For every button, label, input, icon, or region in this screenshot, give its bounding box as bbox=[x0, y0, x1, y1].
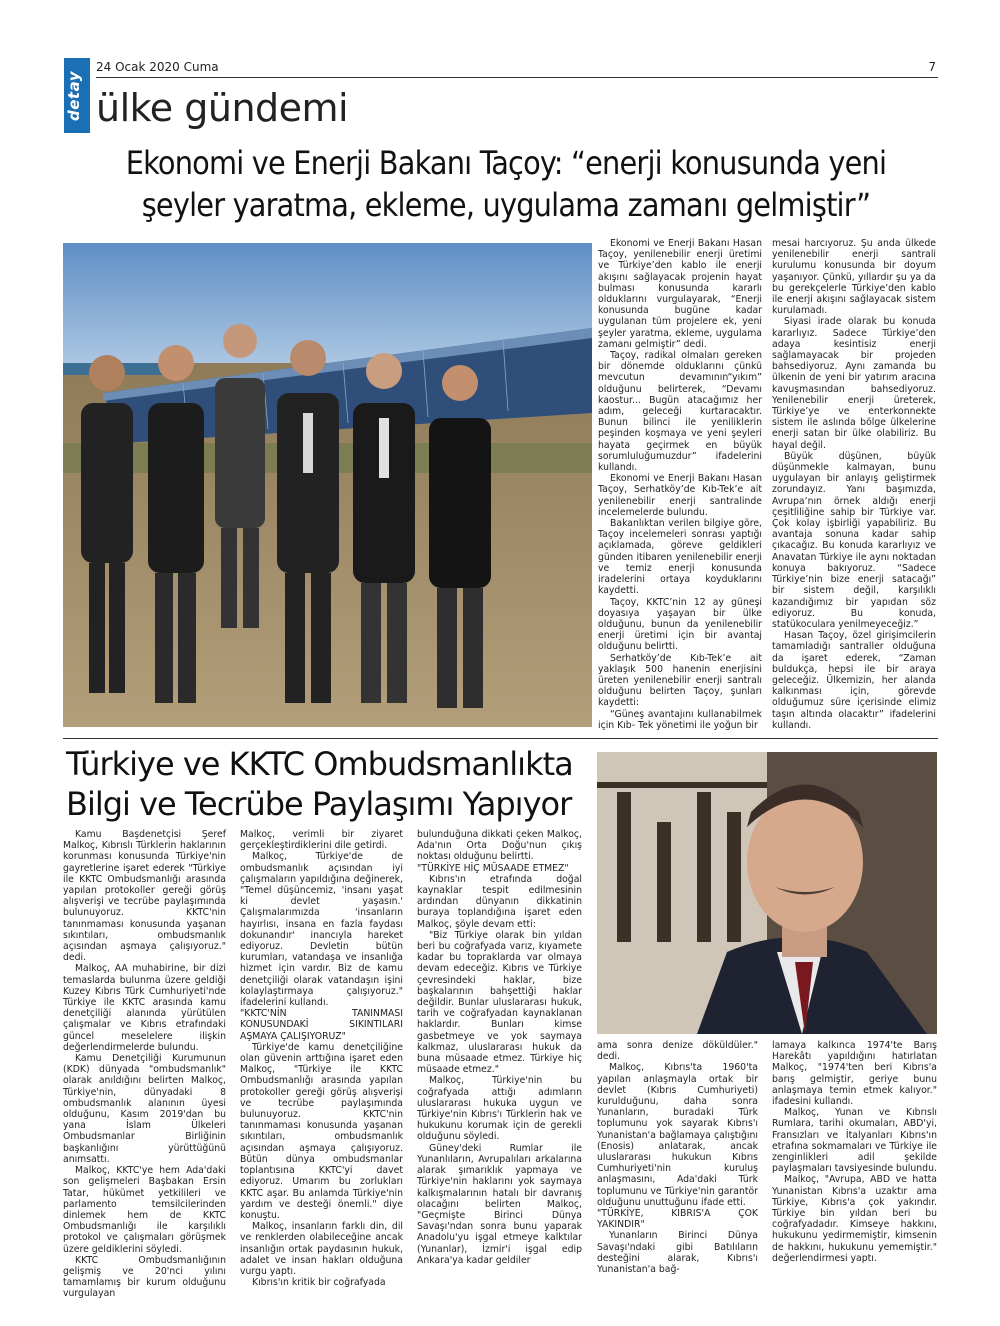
article1-headline-line1: Ekonomi ve Enerji Bakanı Taçoy: “enerji konusunda yeni bbox=[125, 144, 887, 182]
paragraph: Kıbrıs'ın kritik bir coğrafyada bbox=[252, 1277, 386, 1289]
article-divider bbox=[63, 738, 938, 739]
header-divider bbox=[96, 77, 938, 78]
subheading: "TÜRKİYE, KIBRIS'A ÇOK YAKINDIR" bbox=[597, 1208, 758, 1231]
paragraph: Taçoy, KKTC’nin 12 ay güneşi doyasıya yaşayan bir ülke olduğunu, bunun da yenilenebilir enerji üretimi için bir avantaj olduğunu belirtti. bbox=[598, 596, 762, 653]
article1-headline-line2: şeyler yaratma, ekleme, uygulama zamanı gelmiştir” bbox=[141, 186, 871, 224]
portrait-illustration bbox=[597, 752, 937, 1034]
paragraph: Kamu Denetçiliği Kurumunun (KDK) dünyada "ombudsmanlık" olarak anıldığını belirten Malkoç, Türkiye'nin, dünyadaki 8 ombudsmanlık alanının üyesi olduğunu, Kasım 2019'dan bu yana İslam Ülkeleri Ombudsmanlar Birliğinin başkanlığını yürüttüğünü anımsattı. bbox=[63, 1053, 226, 1165]
paragraph: Malkoç, KKTC'ye hem Ada'daki son gelişmeleri Başbakan Ersin Tatar, hükümet yetkilileri ve parlamento temsilcilerinden dinlemek hem de KKTC Ombudsmanlığı ile karşılıklı protokol ve çalışmaları görüşmek üzere geldiklerini söyledi. bbox=[63, 1165, 226, 1255]
malkoc-portrait-photo bbox=[597, 752, 937, 1034]
article2-headline bbox=[66, 744, 596, 824]
subheading: "KKTC'NİN TANINMASI KONUSUNDAKİ SIKINTILARI AŞMAYA ÇALIŞIYORUZ" bbox=[240, 1008, 403, 1042]
paragraph: Malkoç, Yunan ve Kıbrıslı Rumlara, tarihi okumaları, ABD'yi, Fransızları ve İtalyanları Kıbrıs'ın etrafına sokmamaları ve Türkiye ile zenginlikleri adil şekilde paylaşmaları tavsiyesinde bulundu. bbox=[772, 1107, 937, 1175]
paragraph: Yunanların Birinci Dünya Savaşı'ndaki gibi Batılıların desteğini alarak, Kıbrıs'ı Yunanistan'a bağ- bbox=[597, 1230, 758, 1276]
paragraph: Kamu Başdenetçisi Şeref Malkoç, Kıbrıslı Türklerin haklarının korunması konusunda Türkiye'nin gayretlerine işaret ederek "Türkiye ile KKTC Ombudsmanlığı arasında yapılan protokoller gereği görüş alışverişi ve tecrübe paylaşımında bulunuyoruz. KKTC'nin tanınmaması konusunda yaşanan sıkıntıları, ombudsmanlık açısından aşmaya çalışıyoruz." dedi. bbox=[63, 829, 226, 964]
paragraph: Taçoy, radikal olmaları gereken bir dönemde olduklarını çünkü mevcutun devamının“yıkım” olduğunu belirterek, “Devamı kaostur... Bugün atacağımız her adım, geleceği kurtaracaktır. Bunun bilinci ile yeniliklerin peşinden koşmaya ve yeni şeyleri hayata geçirmek en büyük sorumluluğumuzdur” ifadelerini kullandı. bbox=[598, 350, 762, 474]
paragraph: Malkoç, verimli bir ziyaret gerçekleştirdiklerini dile getirdi. bbox=[240, 829, 403, 852]
paragraph: Ekonomi ve Enerji Bakanı Hasan Taçoy, Serhatköy’de Kıb-Tek’e ait yenilenebilir enerji santralinde incelemelerde bulundu. bbox=[598, 473, 762, 518]
paragraph: “Güneş avantajını kullanabilmek için Kıb- Tek yönetimi ile yoğun bir bbox=[598, 708, 762, 731]
paragraph: mesai harcıyoruz. Şu anda ülkede yenilenebilir enerji santrali kurulumu konusunda bir doyum yaşanıyor. Çünkü, yıllardır şu ya da bu gerekçelerle Türkiye’den kablo ile enerji akışını sağlayacak sistem kurulamadı. bbox=[772, 238, 936, 317]
article2-headline-line1: Türkiye ve KKTC Ombudsmanlıkta bbox=[66, 745, 573, 783]
article2-column-5 bbox=[772, 1040, 937, 1264]
article2-column-4 bbox=[597, 1040, 758, 1276]
solar-plant-group-photo bbox=[63, 243, 592, 727]
subheading: "TÜRKİYE HİÇ MÜSAADE ETMEZ" bbox=[417, 862, 569, 874]
article1-headline bbox=[66, 142, 946, 226]
paragraph: Malkoç, "Avrupa, ABD ve hatta Yunanistan Kıbrıs'a uzaktır ama Türkiye, Kıbrıs'a çok yakındır. Türkiye bin yıldan beri bu coğrafyadadır. Kimseye hakkını, hukukunu yedirmemiştir, kimsenin de hakkını, hukukunu yememiştir." değerlendirmesi yaptı. bbox=[772, 1174, 937, 1264]
paragraph: lamaya kalkınca 1974'te Barış Harekâtı yapıldığını hatırlatan Malkoç, "1974'ten beri Kıbrıs'a barış gelmiştir, geriye bunu anlaşmaya temin etmek kalıyor." ifadesini kullandı. bbox=[772, 1040, 937, 1108]
paragraph: Hasan Taçoy, özel girişimcilerin tamamladığı santraller olduğuna da işaret ederek, “Zaman buldukça, hepsi ile bir araya geleceğiz. Ülkemizin, her alanda kalkınması için, görevde olduğumuz süre içerisinde elimiz taşın altında olacaktır” ifadelerini kullandı. bbox=[772, 630, 936, 731]
article2-headline-line2: Bilgi ve Tecrübe Paylaşımı Yapıyor bbox=[66, 785, 572, 823]
article2-column-2 bbox=[240, 829, 403, 1289]
paragraph: Ekonomi ve Enerji Bakanı Hasan Taçoy, yenilenebilir enerji üretimi ve Türkiye’den kablo ile enerji akışını sağlayacak projenin hayat bulması konusunda kararlı olduklarını vurgulayarak, “Enerji konusunda bugüne kadar uygulanan tüm projelere ek, yeni şeyler yaratma, ekleme, uygulama zamanı gelmiştir” dedi. bbox=[598, 238, 762, 350]
paragraph: Serhatköy’de Kıb-Tek’e ait yaklaşık 500 hanenin enerjisini üreten yenilenebilir enerji santralı olduğunu belirten Taçoy, şunları kaydetti: bbox=[598, 652, 762, 709]
paragraph: Malkoç, insanların farklı din, dil ve renklerden olabileceğine ancak insanlığın ortak paydasının hukuk, adalet ve insan hakları olduğuna vurgu yaptı. bbox=[240, 1221, 403, 1277]
paragraph: Türkiye'de kamu denetçiliğine olan güvenin arttığına işaret eden Malkoç, "Türkiye ile KKTC Ombudsmanlığı arasında yapılan protokoller gereği görüş alışverişi ve tecrübe paylaşımında bulunuyoruz. KKTC'nin tanınmaması konusunda yaşanan sıkıntıları, ombudsmanlık açısından aşmaya çalışıyoruz. Bütün dünya ombudsmanlar toplantısına KKTC'yi davet ediyoruz. Umarım bu zorlukları KKTC aşar. Bu anlamda Türkiye'nin yardım ve desteği önemli." diye konuştu. bbox=[240, 1041, 403, 1221]
paragraph: "Biz Türkiye olarak bin yıldan beri bu coğrafyada varız, kıyamete kadar bu topraklarda var olmaya devam edeceğiz. Kıbrıs ve Türkiye çevresindeki haklar, bize başkalarının bahşettiği haklar değildir. Bunlar uluslararası hukuk, tarih ve coğrafyadan kaynaklanan haklardır. Bunları kimse gasbetmeye ve yok saymaya kalkmaz, uluslararası hukuk da buna müsaade etmez. Türkiye hiç müsaade etmez." bbox=[417, 929, 582, 1076]
page-number: 7 bbox=[928, 60, 936, 74]
paragraph: Malkoç, Türkiye'nin bu coğrafyada attığı adımların uluslararası hukuka uygun ve Türkiye'nin Kıbrıs'ı Türklerin hak ve hukukunu korumak için de gerekli olduğunu söyledi. bbox=[417, 1075, 582, 1143]
paragraph: Malkoç, Türkiye'de de ombudsmanlık açısından iyi çalışmaların yapıldığına değinerek, "Temel düşüncemiz, 'insanı yaşat ki devlet yaşasın.' Çalışmalarımızda 'insanların hayırlısı, insana en fazla faydası dokunandır' inancıyla hareket ediyoruz. Devletin bütün kurumları, vatandaşa ve insanlığa hizmet için vardır. Biz de kamu denetçiliği olarak vatandaşın işini kolaylaştırmaya çalışıyoruz." ifadelerini kullandı. bbox=[240, 851, 403, 1009]
paragraph: Malkoç, Kıbrıs'ta 1960'ta yapılan anlaşmayla ortak bir devlet (Kıbrıs Cumhuriyeti) kurulduğunu, daha sonra Yunanların, buradaki Türk toplumunu yok sayarak Kıbrıs'ı Yunanistan'a bağlamaya çalıştığını (Enosis) anlatarak, ancak uluslararası hukukun Kıbrıs Cumhuriyeti'nin kuruluş anlaşmasını, Ada'daki Türk toplumunu ve Türkiye'nin garantör olduğunu unuttuğunu ifade etti. bbox=[597, 1062, 758, 1208]
solar-plant-photo-illustration bbox=[63, 243, 592, 727]
article2-column-3 bbox=[417, 829, 582, 1266]
issue-date: 24 Ocak 2020 Cuma bbox=[96, 60, 219, 74]
article1-column-1 bbox=[598, 238, 762, 731]
section-title: ülke gündemi bbox=[96, 86, 349, 130]
paragraph: bulunduğuna dikkati çeken Malkoç, Ada'nın Orta Doğu'nun çıkış noktası olduğunu belirtti. bbox=[417, 829, 582, 863]
paragraph: ama sonra denize döküldüler." dedi. bbox=[597, 1040, 758, 1063]
paragraph: Büyük düşünen, büyük düşünmekle kalmayan, bunu uygulayan bir anlayış geliştirmek zorundayız. Yanı başımızda, Avrupa’nın örnek aldığı enerji çeşitliliğine sahip bir Türkiye var. Çok kolay işbirliği yapabiliriz. Bu avantaja sonuna kadar sahip çıkacağız. Bu konuda kararlıyız ve Anavatan Türkiye ile aynı noktadan konuya bakıyoruz. “Sadece Türkiye’nin bize enerji satacağı” bir sistem değil, karşılıklı kazandığımız bir yapıdan söz ediyoruz. Bu konuda, statükoculara yenilmeyeceğiz.” bbox=[772, 450, 936, 630]
paragraph: Siyasi irade olarak bu konuda kararlıyız. Sadece Türkiye’den adaya kesintisiz enerji sağlamayacak bir projeden bahsediyoruz. Aynı zamanda bu ülkenin de yeni bir yatırım aracına kavuşmasından bahsediyoruz. Yenilenebilir enerji üreterek, Türkiye’ye ve enterkonnekte sistem ile aslında bölge ülkelerine enerji satan bir ülke olabiliriz. Bu hayal değil. bbox=[772, 316, 936, 451]
paragraph: Malkoç, AA muhabirine, bir dizi temaslarda bulunma üzere geldiği Kuzey Kıbrıs Türk Cumhuriyeti'nde Türkiye ile KKTC arasında kamu denetçiliği alanında yürütülen çalışmalar ve Kıbrıs etrafındaki güncel meselelere ilişkin değerlendirmelerde bulundu. bbox=[63, 963, 226, 1053]
logo-text: detay bbox=[65, 70, 83, 121]
article2-column-1 bbox=[63, 829, 226, 1300]
paragraph: Bakanlıktan verilen bilgiye göre, Taçoy incelemeleri sonrası yaptığı açıklamada, göreve geldikleri günden itibaren yenilenebilir enerji ve temiz enerji konusunda iradelerini ortaya koyduklarını kaydetti. bbox=[598, 518, 762, 597]
article1-column-2 bbox=[772, 238, 936, 731]
paragraph: Güney'deki Rumlar ile Yunanlıların, Avrupalıları arkalarına alarak şımarıklık yapmaya ve Türkiye'nin haklarını yok saymaya kalkışmalarının hatalı bir davranış olacağını belirten Malkoç, "Geçmişte Birinci Dünya Savaşı'ndan sonra bunu yaparak Anadolu'yu işgal etmeye kalktılar (Yunanlar), İzmir'i işgal edip Ankara'ya kadar geldiler bbox=[417, 1142, 582, 1266]
paragraph: KKTC Ombudsmanlığının gelişmiş ve 20'nci yılını tamamlamış bir kurum olduğunu vurgulayan bbox=[63, 1254, 226, 1300]
paragraph: Kıbrıs'ın etrafında doğal kaynaklar tespit edilmesinin ardından dünyanın dikkatinin buraya toplandığına işaret eden Malkoç, şöyle devam etti: bbox=[417, 873, 582, 930]
newspaper-logo bbox=[64, 58, 90, 133]
